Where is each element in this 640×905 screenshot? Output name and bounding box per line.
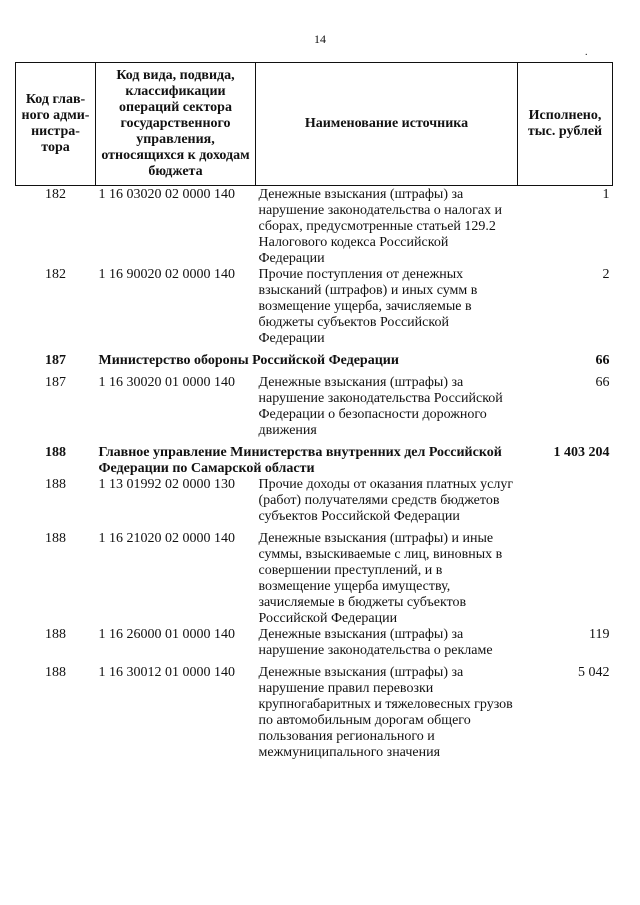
- amount-cell: 1: [602, 187, 610, 202]
- header-amount: Исполнено, тыс. рублей: [518, 63, 613, 186]
- admin-code-cell: 187: [45, 353, 66, 368]
- amount-cell: [518, 477, 613, 525]
- classification-code-cell: 1 16 26000 01 0000 140: [98, 627, 235, 642]
- table-row: [16, 369, 613, 439]
- table-row-group-total: [16, 439, 613, 477]
- admin-code-cell: 182: [45, 187, 66, 202]
- source-name-cell: Прочие поступления от денежных взысканий (штрафов) и иных сумм в возмещение ущерба, зачисляемые в бюджеты субъектов Российской Федерации: [258, 267, 478, 346]
- amount-cell: 66: [595, 375, 610, 390]
- classification-code-cell: 1 16 03020 02 0000 140: [98, 187, 235, 202]
- classification-code-cell: 1 16 30020 01 0000 140: [98, 375, 235, 390]
- amount-cell: 1 403 204: [553, 445, 610, 460]
- source-name-cell: Денежные взыскания (штрафы) за нарушение законодательства о рекламе: [258, 627, 493, 658]
- table-row: [16, 525, 613, 627]
- table-row-group-total: [16, 347, 613, 369]
- header-admin-code: Код глав-ного адми-нистра-тора: [16, 63, 96, 186]
- admin-code-cell: 188: [45, 531, 66, 546]
- table-row: [16, 186, 613, 268]
- amount-cell: 2: [602, 267, 610, 282]
- source-name-cell: Денежные взыскания (штрафы) за нарушение законодательства о налогах и сборах, предусмотренные статьей 129.2 Налогового кодекса Российской Федерации: [258, 187, 503, 266]
- amount-cell: 119: [589, 627, 610, 642]
- table-row: [16, 627, 613, 659]
- classification-code-cell: 1 16 30012 01 0000 140: [98, 665, 235, 680]
- admin-code-cell: 187: [45, 375, 66, 390]
- table-row: [16, 659, 613, 761]
- page-number: 14: [314, 32, 326, 46]
- administrator-name-cell: Министерство обороны Российской Федерации: [98, 353, 399, 368]
- table-header-row: [16, 63, 613, 186]
- admin-code-cell: 188: [45, 627, 66, 642]
- source-name-cell: Прочие доходы от оказания платных услуг (работ) получателями средств бюджетов субъектов Российской Федерации: [258, 477, 514, 524]
- revenue-table: [15, 62, 613, 761]
- page-mark: .: [585, 47, 588, 58]
- header-classification-code: Код вида, подвида, классификации операций сектора государственного управления, относящихся к доходам бюджета: [96, 63, 256, 186]
- admin-code-cell: 188: [45, 477, 66, 492]
- amount-cell: 5 042: [578, 665, 610, 680]
- admin-code-cell: 188: [45, 665, 66, 680]
- administrator-name-cell: Главное управление Министерства внутренних дел Российской Федерации по Самарской области: [98, 445, 502, 476]
- amount-cell: 66: [595, 353, 610, 368]
- source-name-cell: Денежные взыскания (штрафы) за нарушение законодательства Российской Федерации о безопасности дорожного движения: [258, 375, 503, 438]
- source-name-cell: Денежные взыскания (штрафы) за нарушение правил перевозки крупногабаритных и тяжеловесных грузов по автомобильным дорогам общего пользования регионального и межмуниципального значения: [258, 665, 513, 760]
- classification-code-cell: 1 16 90020 02 0000 140: [98, 267, 235, 282]
- table-row: [16, 267, 613, 347]
- classification-code-cell: 1 13 01992 02 0000 130: [98, 477, 235, 492]
- header-source-name: Наименование источника: [256, 63, 518, 186]
- admin-code-cell: 182: [45, 267, 66, 282]
- table-row: [16, 477, 613, 525]
- amount-cell: [518, 525, 613, 627]
- classification-code-cell: 1 16 21020 02 0000 140: [98, 531, 235, 546]
- source-name-cell: Денежные взыскания (штрафы) и иные суммы, взыскиваемые с лиц, виновных в совершении преступлений, и в возмещение ущерба имуществу, зачисляемые в бюджеты субъектов Российской Федерации: [258, 531, 503, 626]
- admin-code-cell: 188: [45, 445, 66, 460]
